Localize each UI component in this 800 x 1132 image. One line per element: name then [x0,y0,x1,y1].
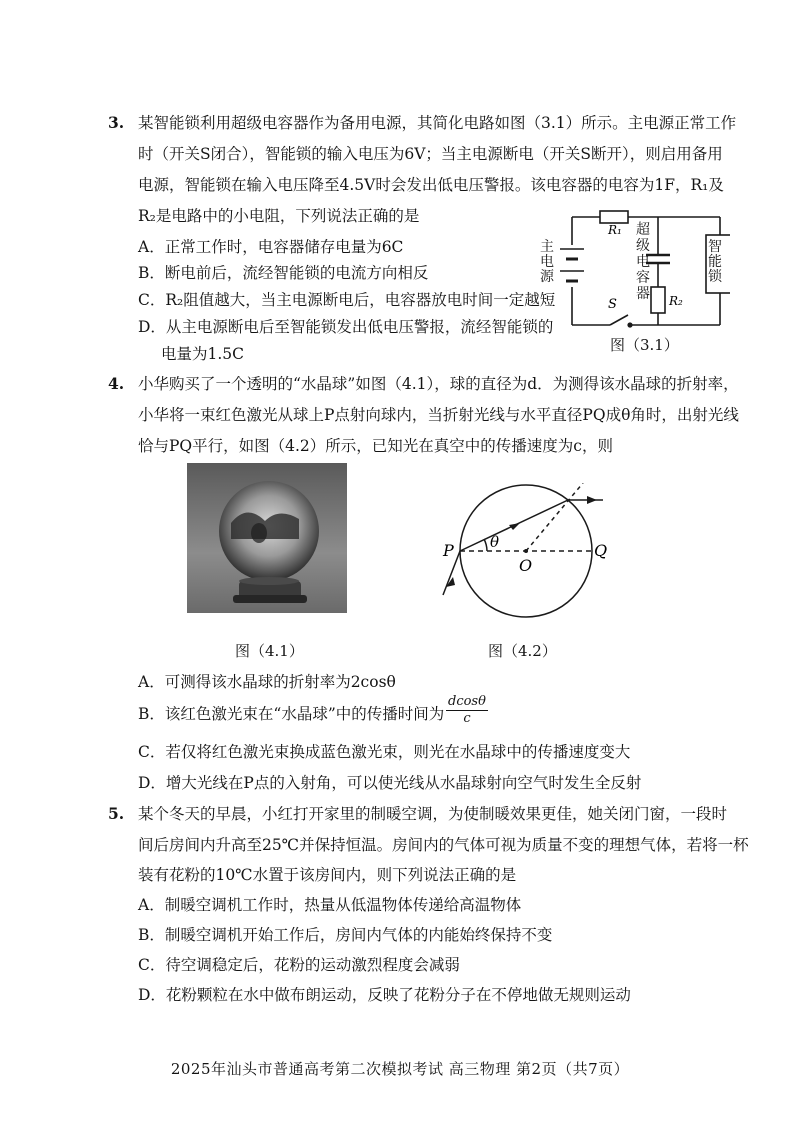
question-stem-line: 恰与PQ平行，如图（4.2）所示，已知光在真空中的传播速度为c，则 [138,437,613,455]
point-o-label: O [519,556,533,575]
theta-label: θ [490,533,500,551]
point-p-label: P [443,541,454,560]
figure-4-2-caption: 图（4.2） [488,642,557,660]
r1-label: R₁ [608,223,622,237]
option-a: A．可测得该水晶球的折射率为2cosθ [138,673,396,691]
option-b: B．断电前后，流经智能锁的电流方向相反 [138,264,429,282]
option-d: D．增大光线在P点的入射角，可以使光线从水晶球射向空气时发生全反射 [138,774,642,792]
question-number: 5. [108,804,125,823]
option-b: B．该红色激光束在“水晶球”中的传播时间为 [138,705,445,723]
question-stem-line: 某智能锁利用超级电容器作为备用电源，其简化电路如图（3.1）所示。主电源正常工作 [138,114,737,132]
option-a: A．正常工作时，电容器储存电量为6C [138,238,404,256]
option-b-fraction [446,694,488,727]
refraction-diagram [425,483,625,643]
main-source-label: 主电源 [540,239,554,285]
capacitor-label: 超级电容器 [636,222,650,302]
figure-4-1-caption: 图（4.1） [235,642,304,660]
crystal-ball-photo [187,463,347,613]
option-d: D．花粉颗粒在水中做布朗运动，反映了花粉分子在不停地做无规则运动 [138,986,631,1004]
question-number: 3. [108,113,125,132]
question-stem-line: 小华将一束红色激光从球上P点射向球内，当折射光线与水平直径PQ成θ角时，出射光线 [138,406,739,424]
switch-label: S [608,297,617,312]
option-c: C．R₂阻值越大，当主电源断电后，电容器放电时间一定越短 [138,291,556,309]
circuit-diagram [530,205,730,340]
fraction-numerator: dcosθ [448,694,486,709]
option-d: D．从主电源断电后至智能锁发出低电压警报，流经智能锁的 [138,318,554,336]
figure-3-1-caption: 图（3.1） [610,336,679,354]
lock-label: 智能锁 [708,239,722,285]
question-number: 4. [108,374,125,393]
question-stem-line: R₂是电路中的小电阻，下列说法正确的是 [138,207,420,225]
question-stem-line: 电源，智能锁在输入电压降至4.5V时会发出低电压警报。该电容器的电容为1F，R₁及 [138,176,724,194]
option-c: C．待空调稳定后，花粉的运动激烈程度会减弱 [138,956,460,974]
question-stem-line: 间后房间内升高至25℃并保持恒温。房间内的气体可视为质量不变的理想气体，若将一杯 [138,836,749,854]
option-b: B．制暖空调机开始工作后，房间内气体的内能始终保持不变 [138,926,553,944]
question-stem-line: 时（开关S闭合），智能锁的输入电压为6V；当主电源断电（开关S断开），则启用备用 [138,145,723,163]
question-stem-line: 某个冬天的早晨，小红打开家里的制暖空调，为使制暖效果更佳，她关闭门窗，一段时 [138,805,728,823]
page-footer: 2025年汕头市普通高考第二次模拟考试 高三物理 第2页（共7页） [170,1060,630,1078]
option-c: C．若仅将红色激光束换成蓝色激光束，则光在水晶球中的传播速度变大 [138,743,631,761]
question-stem-line: 装有花粉的10℃水置于该房间内，则下列说法正确的是 [138,866,517,884]
option-d-continued: 电量为1.5C [161,345,245,363]
r2-label: R₂ [669,294,683,308]
option-a: A．制暖空调机工作时，热量从低温物体传递给高温物体 [138,896,522,914]
point-q-label: Q [594,541,608,560]
question-stem-line: 小华购买了一个透明的“水晶球”如图（4.1），球的直径为d．为测得该水晶球的折射率， [138,375,739,393]
fraction-denominator: c [463,711,471,726]
